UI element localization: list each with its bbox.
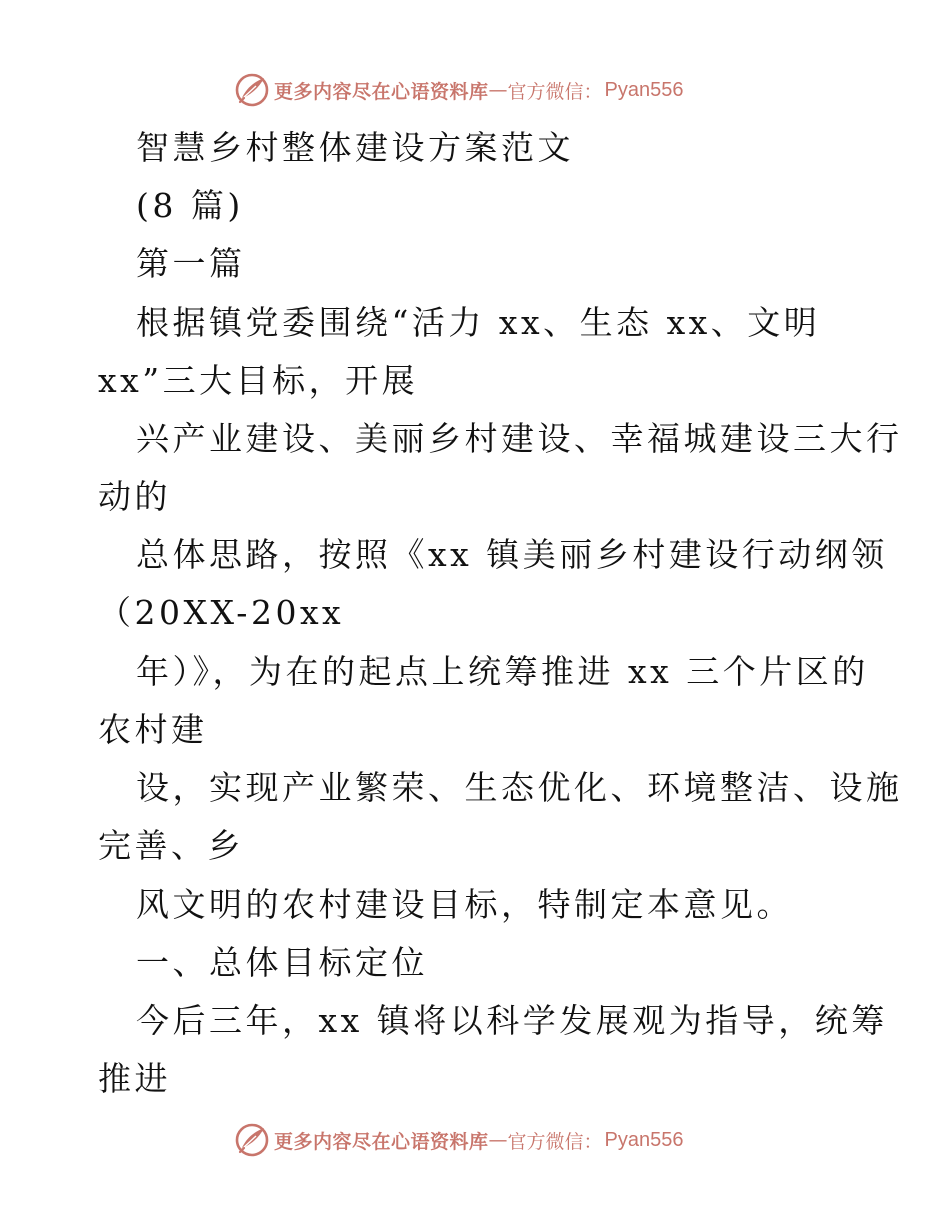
body-line: 风文明的农村建设目标，特制定本意见。 <box>136 885 793 924</box>
watermark-label: 官方微信： <box>507 1130 603 1153</box>
body-line: 兴产业建设、美丽乡村建设、幸福城建设三大行 <box>136 419 903 458</box>
section-heading: 第一篇 <box>136 244 246 283</box>
document-title: 智慧乡村整体建设方案范文 <box>136 128 574 167</box>
document-subtitle: (8 篇) <box>136 186 244 225</box>
watermark-separator: — <box>488 79 508 101</box>
body-line: xx”三大目标，开展 <box>98 361 419 400</box>
body-line: 年）》，为在的起点上统筹推进 xx 三个片区的 <box>136 652 869 691</box>
watermark-separator: — <box>488 1129 508 1151</box>
footer-watermark <box>234 1120 684 1160</box>
body-line: 动的 <box>98 477 171 516</box>
body-line: 完善、乡 <box>98 826 244 865</box>
pen-feather-icon <box>234 1122 270 1158</box>
body-line: 今后三年，xx 镇将以科学发展观为指导，统筹 <box>136 1001 888 1040</box>
body-line: 设，实现产业繁荣、生态优化、环境整洁、设施 <box>136 768 903 807</box>
watermark-label: 官方微信： <box>507 80 603 103</box>
pen-feather-icon <box>234 72 270 108</box>
body-line: 总体思路，按照《xx 镇美丽乡村建设行动纲领 <box>136 535 888 574</box>
watermark-main-text: 更多内容尽在心语资料库 <box>274 80 489 103</box>
section-heading: 一、总体目标定位 <box>136 943 428 982</box>
body-line: 根据镇党委围绕“活力 xx、生态 xx、文明 <box>136 303 821 342</box>
body-line: 推进 <box>98 1059 171 1098</box>
body-line: （20XX-20xx <box>98 593 345 632</box>
watermark-main-text: 更多内容尽在心语资料库 <box>274 1130 489 1153</box>
header-watermark <box>234 70 684 110</box>
body-line: 农村建 <box>98 710 208 749</box>
watermark-wechat-id: Pyan556 <box>604 1128 684 1151</box>
watermark-wechat-id: Pyan556 <box>604 78 684 101</box>
